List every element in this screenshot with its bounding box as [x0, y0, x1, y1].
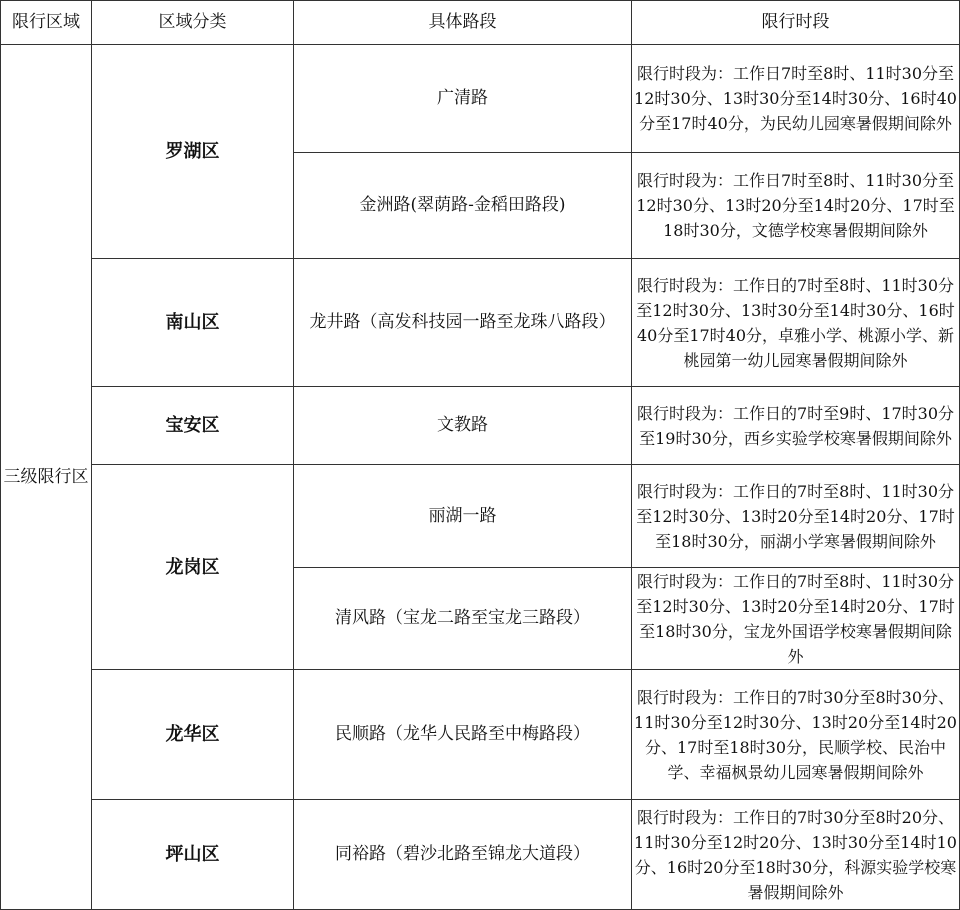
district-longhua: 龙华区: [92, 670, 294, 800]
district-longgang: 龙岗区: [92, 465, 294, 670]
table-row: [1, 387, 960, 465]
time-cell: 限行时段为：工作日的7时30分至8时20分、11时30分至12时20分、13时30分至14时10分、16时20分至18时30分，科源实验学校寒暑假期间除外: [632, 800, 960, 910]
road-cell: 丽湖一路: [294, 465, 632, 568]
time-cell: 限行时段为：工作日的7时30分至8时30分、11时30分至12时30分、13时20分至14时20分、17时至18时30分，民顺学校、民治中学、幸福枫景幼儿园寒暑假期间除外: [632, 670, 960, 800]
table-row: [1, 259, 960, 387]
road-cell: 文教路: [294, 387, 632, 465]
road-cell: 同裕路（碧沙北路至锦龙大道段）: [294, 800, 632, 910]
district-nanshan: 南山区: [92, 259, 294, 387]
header-zone: 限行区域: [1, 1, 92, 45]
road-cell: 清风路（宝龙二路至宝龙三路段）: [294, 568, 632, 670]
district-pingshan: 坪山区: [92, 800, 294, 910]
road-cell: 民顺路（龙华人民路至中梅路段）: [294, 670, 632, 800]
road-cell: 金洲路(翠荫路-金稻田路段): [294, 153, 632, 259]
table-row: [1, 465, 960, 568]
time-cell: 限行时段为：工作日的7时至8时、11时30分至12时30分、13时20分至14时20分、17时至18时30分，丽湖小学寒暑假期间除外: [632, 465, 960, 568]
road-cell: 广清路: [294, 45, 632, 153]
road-cell: 龙井路（高发科技园一路至龙珠八路段）: [294, 259, 632, 387]
header-road: 具体路段: [294, 1, 632, 45]
time-cell: 限行时段为：工作日7时至8时、11时30分至12时30分、13时30分至14时30分、16时40分至17时40分，为民幼儿园寒暑假期间除外: [632, 45, 960, 153]
header-district: 区域分类: [92, 1, 294, 45]
header-row: [1, 1, 960, 45]
district-luohu: 罗湖区: [92, 45, 294, 259]
table-row: [1, 45, 960, 153]
table-row: [1, 800, 960, 910]
table-row: [1, 670, 960, 800]
zone-cell: 三级限行区: [1, 45, 92, 910]
time-cell: 限行时段为：工作日的7时至8时、11时30分至12时30分、13时30分至14时30分、16时40分至17时40分，卓雅小学、桃源小学、新桃园第一幼儿园寒暑假期间除外: [632, 259, 960, 387]
district-baoan: 宝安区: [92, 387, 294, 465]
header-time: 限行时段: [632, 1, 960, 45]
time-cell: 限行时段为：工作日的7时至8时、11时30分至12时30分、13时20分至14时20分、17时至18时30分，宝龙外国语学校寒暑假期间除外: [632, 568, 960, 670]
time-cell: 限行时段为：工作日的7时至9时、17时30分至19时30分，西乡实验学校寒暑假期间除外: [632, 387, 960, 465]
time-cell: 限行时段为：工作日7时至8时、11时30分至12时30分、13时20分至14时20分、17时至18时30分，文德学校寒暑假期间除外: [632, 153, 960, 259]
